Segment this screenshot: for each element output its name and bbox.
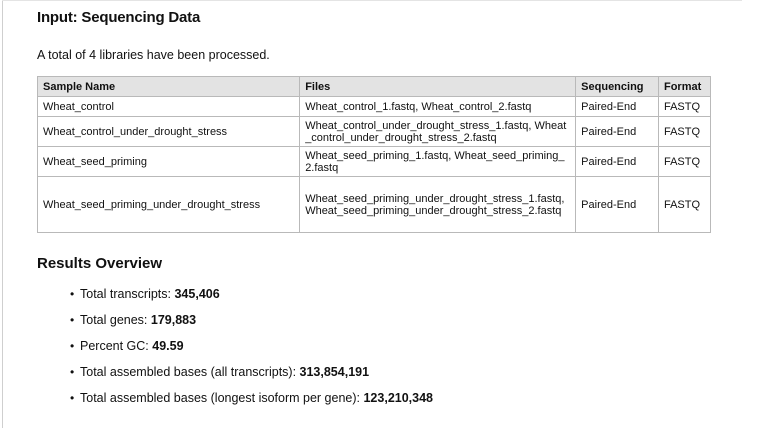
table-row — [38, 177, 711, 233]
metric-label: Total assembled bases (all transcripts): — [80, 365, 300, 379]
sample-name-cell: Wheat_seed_priming — [38, 147, 300, 177]
table-row — [38, 117, 711, 147]
metric-value: 179,883 — [150, 313, 197, 327]
table-row — [38, 147, 711, 177]
format-cell: FASTQ — [658, 97, 710, 117]
metric-value: 345,406 — [174, 287, 220, 301]
list-item — [70, 365, 727, 391]
results-metrics-list — [37, 287, 727, 417]
report-content — [37, 9, 727, 417]
header-files: Files — [300, 77, 576, 97]
header-sequencing: Sequencing — [576, 77, 659, 97]
sequencing-data-table — [37, 76, 711, 233]
table-header-row — [38, 77, 711, 97]
format-cell: FASTQ — [658, 177, 710, 233]
sequencing-cell: Paired-End — [576, 147, 659, 177]
header-format: Format — [658, 77, 710, 97]
format-cell: FASTQ — [658, 117, 710, 147]
sample-name-cell: Wheat_control_under_drought_stress — [38, 117, 300, 147]
files-cell: Wheat_seed_priming_1.fastq, Wheat_seed_priming_2.fastq — [300, 147, 576, 177]
files-cell: Wheat_control_1.fastq, Wheat_control_2.fastq — [300, 97, 576, 117]
files-cell: Wheat_control_under_drought_stress_1.fastq, Wheat_control_under_drought_stress_2.fastq — [300, 117, 576, 147]
results-section-title: Results Overview — [37, 255, 163, 272]
files-cell: Wheat_seed_priming_under_drought_stress_1.fastq, Wheat_seed_priming_under_drought_stress_2.fastq — [300, 177, 576, 233]
page-top-border — [2, 0, 742, 1]
header-sample-name: Sample Name — [38, 77, 300, 97]
input-section-title: Input: Sequencing Data — [37, 9, 201, 26]
table-row — [38, 97, 711, 117]
metric-value: 123,210,348 — [363, 391, 433, 405]
bullet-marker: • — [70, 313, 75, 327]
sample-name-cell: Wheat_seed_priming_under_drought_stress — [38, 177, 300, 233]
list-item — [70, 339, 727, 365]
bullet-marker: • — [70, 287, 75, 301]
sequencing-cell: Paired-End — [576, 117, 659, 147]
list-item — [70, 391, 727, 417]
list-item — [70, 287, 727, 313]
sequencing-cell: Paired-End — [576, 97, 659, 117]
metric-value: 49.59 — [152, 339, 184, 353]
metric-value: 313,854,191 — [299, 365, 370, 379]
bullet-marker: • — [70, 339, 75, 353]
format-cell: FASTQ — [658, 147, 710, 177]
sample-name-cell: Wheat_control — [38, 97, 300, 117]
list-item — [70, 313, 727, 339]
libraries-summary: A total of 4 libraries have been processed. — [37, 48, 270, 62]
metric-label: Percent GC: — [80, 339, 153, 353]
sequencing-cell: Paired-End — [576, 177, 659, 233]
bullet-marker: • — [70, 365, 75, 379]
metric-label: Total genes: — [80, 313, 151, 327]
bullet-marker: • — [70, 391, 75, 405]
page-left-border — [2, 0, 3, 428]
metric-label: Total transcripts: — [80, 287, 175, 301]
metric-label: Total assembled bases (longest isoform per gene): — [80, 391, 364, 405]
